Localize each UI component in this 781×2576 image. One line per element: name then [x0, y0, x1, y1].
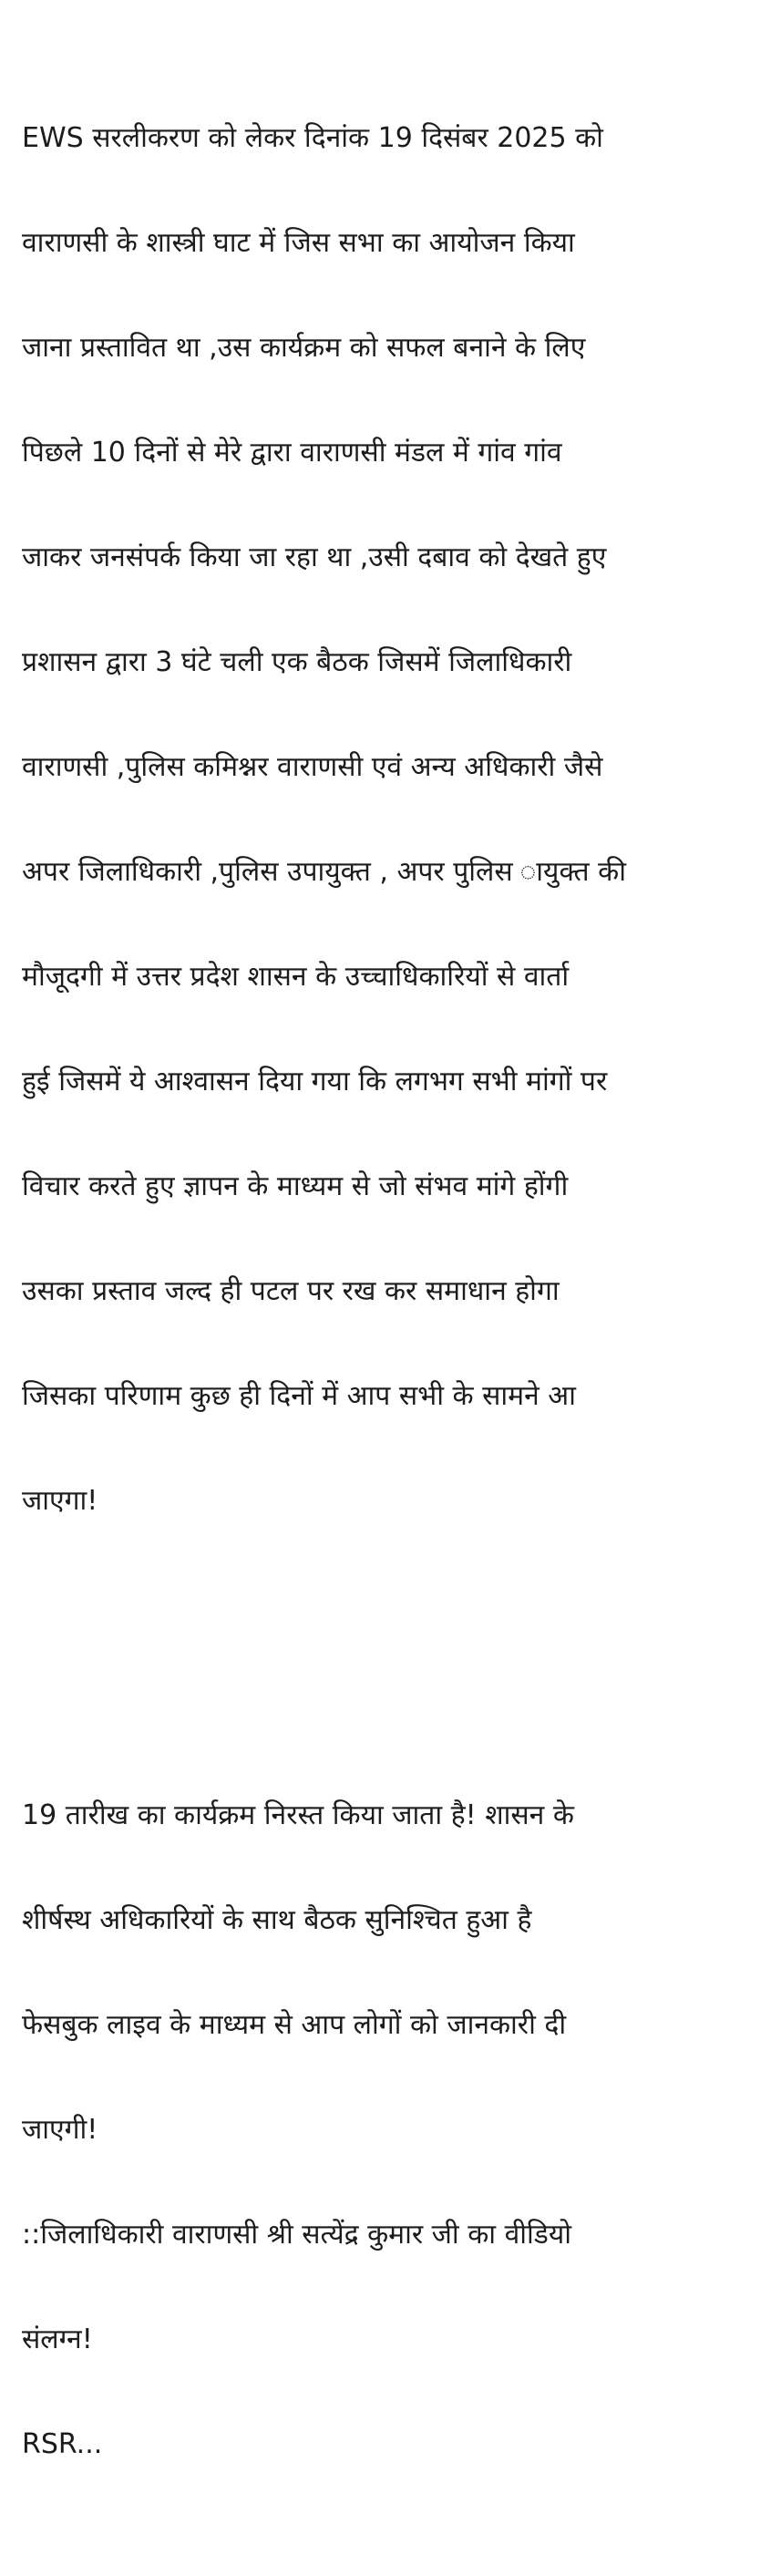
text-line: अपर जिलाधिकारी ,पुलिस उपायुक्त , अपर पुलिस ायुक्त की: [22, 856, 626, 888]
text-line: जाएगा!: [22, 1485, 98, 1517]
post-paragraph-cancellation: [22, 1737, 762, 2524]
post-body: [22, 7, 762, 2576]
paragraph-spacer: [22, 1633, 762, 1685]
text-line: पिछले 10 दिनों से मेरे द्वारा वाराणसी मंडल में गांव गांव: [22, 437, 562, 469]
text-line: जिसका परिणाम कुछ ही दिनों में आप सभी के सामने आ: [22, 1380, 576, 1412]
text-line: वाराणसी ,पुलिस कमिश्नर वाराणसी एवं अन्य अधिकारी जैसे: [22, 751, 603, 783]
post-paragraph-announcement: [22, 60, 762, 1581]
text-line: फेसबुक लाइव के माध्यम से आप लोगों को जानकारी दी: [22, 2009, 567, 2041]
signature-text: RSR...: [22, 2428, 103, 2460]
text-line: जाकर जनसंपर्क किया जा रहा था ,उसी दबाव को देखते हुए: [22, 541, 607, 573]
text-line: हुई जिसमें ये आश्वासन दिया गया कि लगभग सभी मांगों पर: [22, 1066, 608, 1097]
text-line: ::जिलाधिकारी वाराणसी श्री सत्येंद्र कुमार जी का वीडियो: [22, 2219, 572, 2251]
text-line: 19 तारीख का कार्यक्रम निरस्त किया जाता है! शासन के: [22, 1799, 574, 1831]
text-line: उसका प्रस्ताव जल्द ही पटल पर रख कर समाधान होगा: [22, 1275, 560, 1307]
text-line: संलग्न!: [22, 2324, 93, 2355]
text-line: विचार करते हुए ज्ञापन के माध्यम से जो संभव मांगे होंगी: [22, 1170, 569, 1202]
text-line: मौजूदगी में उत्तर प्रदेश शासन के उच्चाधिकारियों से वार्ता: [22, 961, 570, 993]
text-line: प्रशासन द्वारा 3 घंटे चली एक बैठक जिसमें जिलाधिकारी: [22, 646, 572, 678]
text-line: जाना प्रस्तावित था ,उस कार्यक्रम को सफल बनाने के लिए: [22, 332, 586, 364]
text-line: वाराणसी के शास्त्री घाट में जिस सभा का आयोजन किया: [22, 227, 575, 259]
text-line: जाएगी!: [22, 2114, 98, 2146]
text-line: EWS सरलीकरण को लेकर दिनांक 19 दिसंबर 2025 को: [22, 122, 603, 154]
text-line: शीर्षस्थ अधिकारियों के साथ बैठक सुनिश्चित हुआ है: [22, 1904, 532, 1936]
